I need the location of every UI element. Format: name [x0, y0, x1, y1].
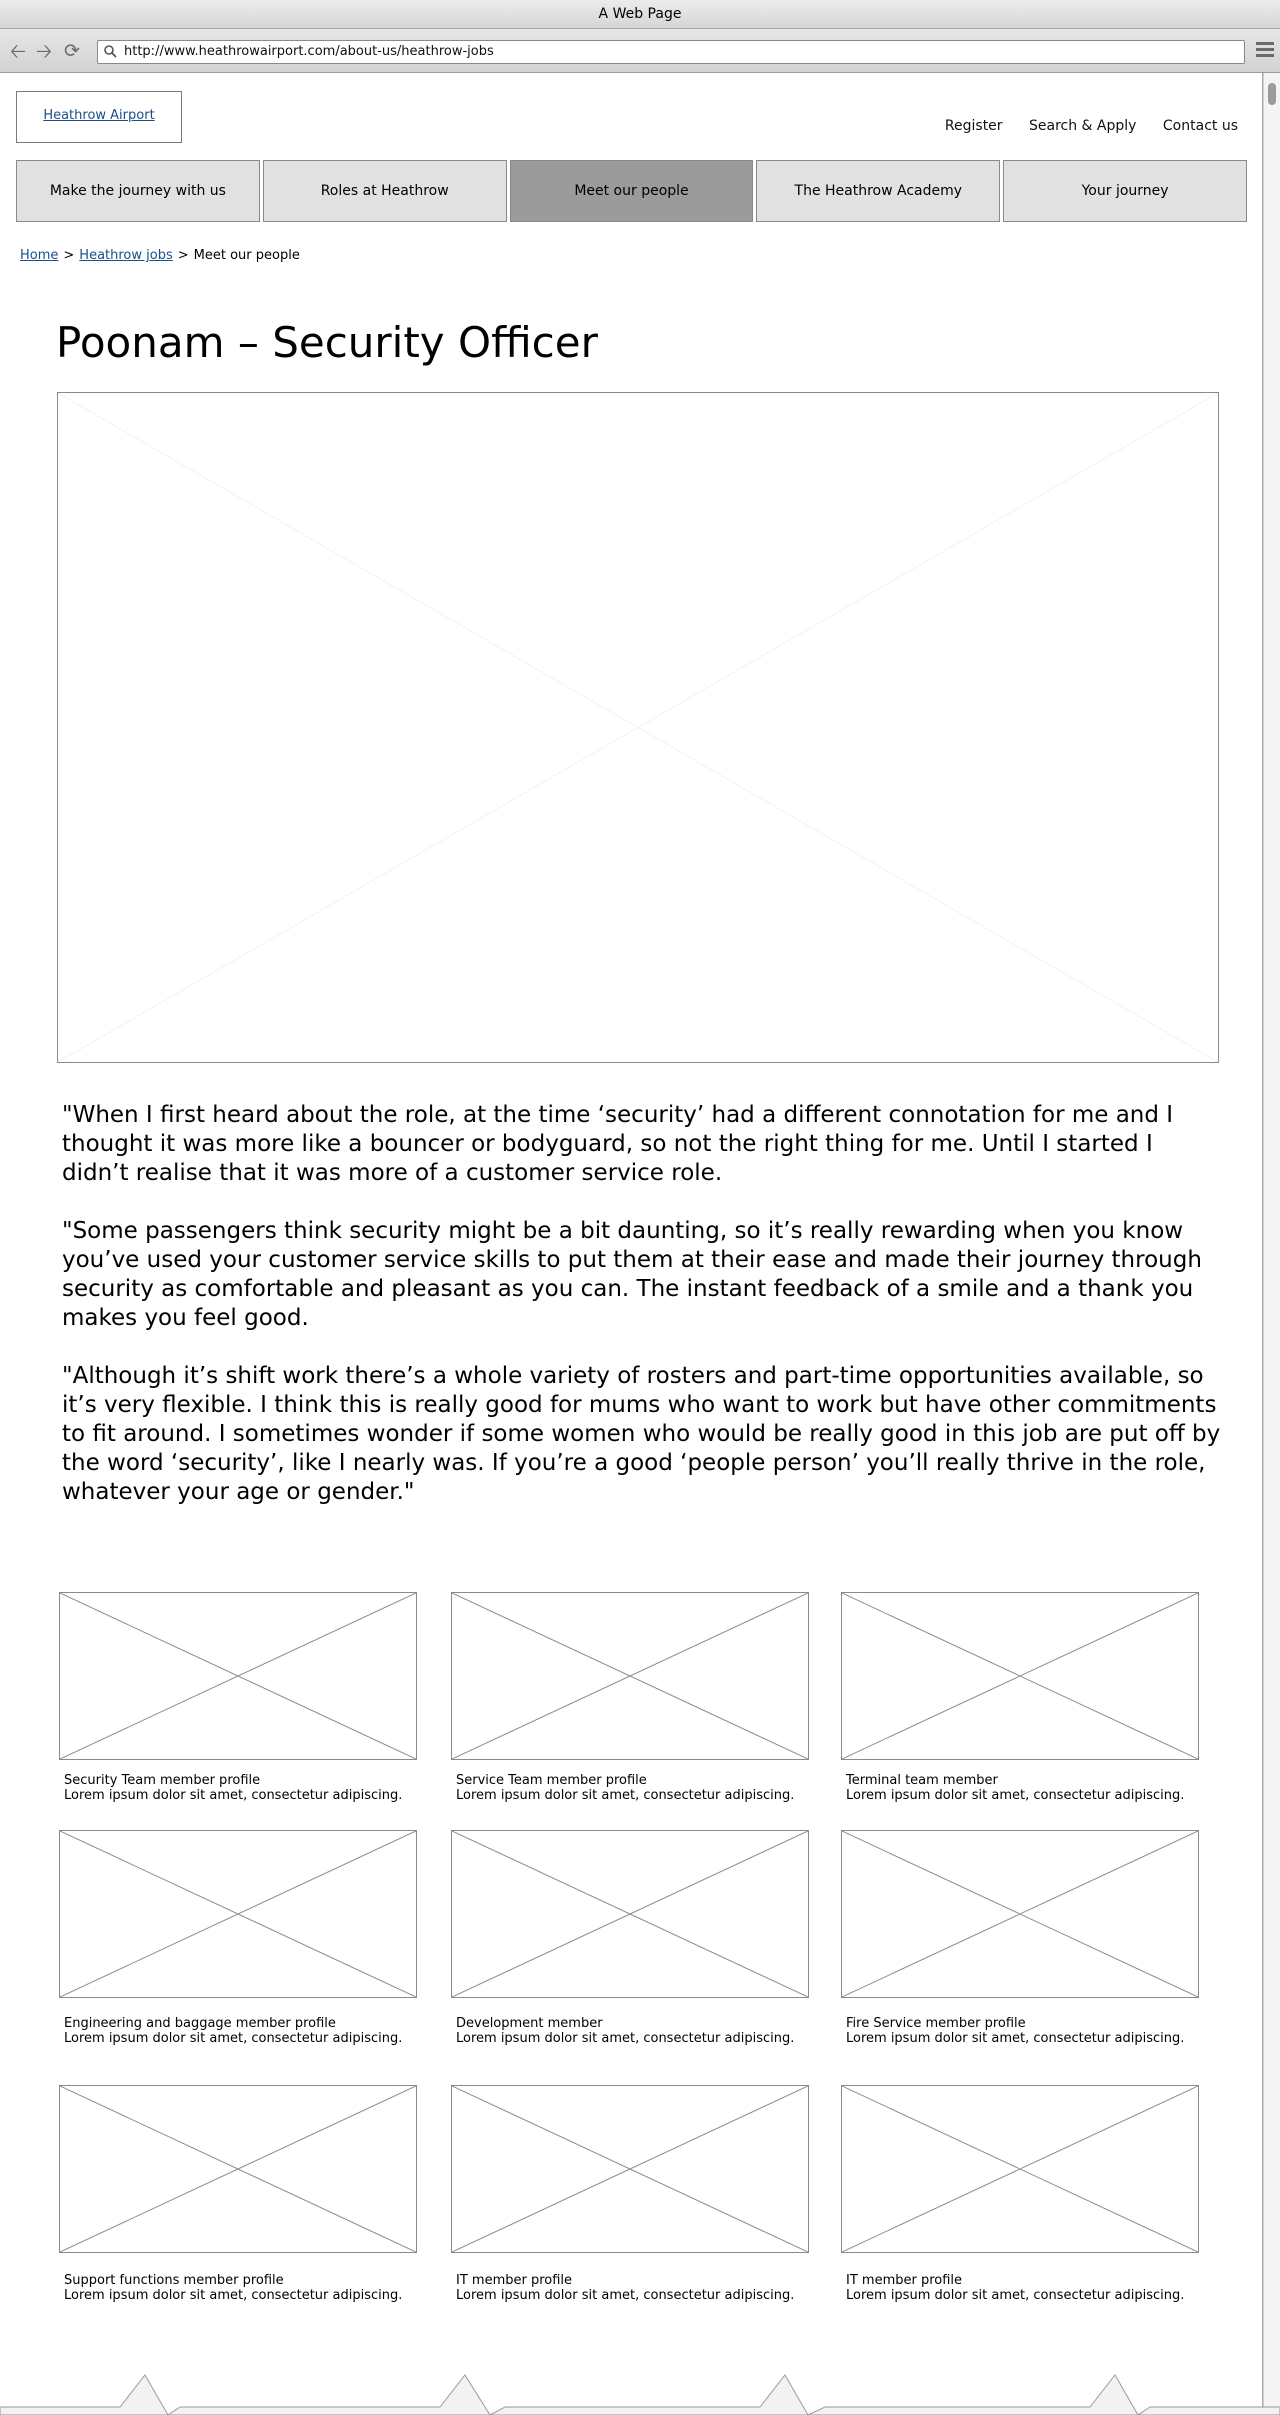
profile-image-placeholder[interactable]: [59, 1830, 417, 1998]
search-icon: [104, 45, 117, 58]
forward-arrow-icon[interactable]: 🡢: [35, 39, 53, 63]
profile-card[interactable]: [456, 2273, 836, 2303]
profile-image-placeholder[interactable]: [451, 1830, 809, 1998]
reload-icon[interactable]: ⟳: [64, 40, 80, 62]
profile-desc: Lorem ipsum dolor sit amet, consectetur adipiscing.: [456, 2288, 795, 2303]
tab-your-journey[interactable]: Your journey: [1003, 160, 1247, 222]
utility-nav: [923, 118, 1238, 134]
profile-title[interactable]: Development member: [456, 2016, 603, 2031]
profile-card[interactable]: [64, 2273, 444, 2303]
profile-image-placeholder[interactable]: [841, 1592, 1199, 1760]
profile-title[interactable]: Service Team member profile: [456, 1773, 647, 1788]
profile-title[interactable]: Terminal team member: [846, 1773, 998, 1788]
profile-image-placeholder[interactable]: [451, 1592, 809, 1760]
profile-desc: Lorem ipsum dolor sit amet, consectetur adipiscing.: [846, 1788, 1185, 1803]
search-apply-link[interactable]: Search & Apply: [1029, 118, 1137, 134]
profile-image-placeholder[interactable]: [451, 2085, 809, 2253]
breadcrumb-separator: >: [177, 248, 189, 263]
vertical-scrollbar[interactable]: [1263, 73, 1280, 2415]
profile-card[interactable]: [846, 2273, 1226, 2303]
quote-paragraph: "Although it’s shift work there’s a whole variety of rosters and part-time opportunities available, so it’s very flexible. I think this is really good for mums who want to work but have other commitments to fit around. I sometimes wonder if some women who would be really good in this job are put off by the word ‘security’, like I nearly was. If you’re a good ‘people person’ you’ll really thrive in the role, whatever your age or gender.": [62, 1363, 1221, 1505]
profile-desc: Lorem ipsum dolor sit amet, consectetur adipiscing.: [456, 1788, 795, 1803]
profile-title[interactable]: Support functions member profile: [64, 2273, 284, 2288]
profile-desc: Lorem ipsum dolor sit amet, consectetur adipiscing.: [846, 2031, 1185, 2046]
tab-make-the-journey[interactable]: Make the journey with us: [16, 160, 260, 222]
tab-meet-our-people[interactable]: Meet our people: [510, 160, 754, 222]
profile-title[interactable]: Fire Service member profile: [846, 2016, 1026, 2031]
quote-paragraph: "Some passengers think security might be a bit daunting, so it’s really rewarding when you know you’ve used your customer service skills to put them at their ease and made their journey through security as comfortable and pleasant as you can. The instant feedback of a smile and a thank you makes you feel good.: [62, 1218, 1202, 1331]
profile-image-placeholder[interactable]: [841, 2085, 1199, 2253]
window-title: A Web Page: [0, 0, 1280, 29]
page-edge-divider: [1262, 73, 1263, 2415]
profile-title[interactable]: Security Team member profile: [64, 1773, 261, 1788]
quote-body: [62, 1101, 1222, 1536]
tab-heathrow-academy[interactable]: The Heathrow Academy: [756, 160, 1000, 222]
contact-us-link[interactable]: Contact us: [1162, 118, 1238, 134]
profile-desc: Lorem ipsum dolor sit amet, consectetur adipiscing.: [64, 1788, 403, 1803]
url-text[interactable]: http://www.heathrowairport.com/about-us/heathrow-jobs: [124, 44, 494, 59]
profile-image-placeholder[interactable]: [841, 1830, 1199, 1998]
breadcrumb-home[interactable]: Home: [20, 248, 59, 263]
logo-link[interactable]: Heathrow Airport: [43, 108, 155, 123]
profile-card[interactable]: [846, 1773, 1226, 1803]
profile-card[interactable]: [64, 1773, 444, 1803]
profile-title[interactable]: IT member profile: [846, 2273, 963, 2288]
profile-card[interactable]: [456, 1773, 836, 1803]
browser-toolbar: [0, 29, 1280, 73]
address-bar[interactable]: [97, 40, 1245, 64]
profile-title[interactable]: IT member profile: [456, 2273, 573, 2288]
profile-desc: Lorem ipsum dolor sit amet, consectetur adipiscing.: [456, 2031, 795, 2046]
scrollbar-thumb[interactable]: [1268, 83, 1276, 105]
breadcrumb-current: Meet our people: [193, 248, 300, 263]
page-title: Poonam – Security Officer: [56, 318, 598, 367]
profile-desc: Lorem ipsum dolor sit amet, consectetur adipiscing.: [64, 2031, 403, 2046]
breadcrumb-heathrow-jobs[interactable]: Heathrow jobs: [79, 248, 173, 263]
main-nav: [16, 160, 1247, 222]
profile-desc: Lorem ipsum dolor sit amet, consectetur adipiscing.: [846, 2288, 1185, 2303]
tab-roles-at-heathrow[interactable]: Roles at Heathrow: [263, 160, 507, 222]
breadcrumb-separator: >: [63, 248, 75, 263]
torn-page-edge: [0, 2370, 1280, 2415]
hamburger-menu-icon[interactable]: [1256, 42, 1274, 60]
profile-image-placeholder[interactable]: [59, 1592, 417, 1760]
profile-title[interactable]: Engineering and baggage member profile: [64, 2016, 336, 2031]
breadcrumb: [20, 248, 300, 263]
back-arrow-icon[interactable]: 🡠: [9, 39, 27, 63]
profile-desc: Lorem ipsum dolor sit amet, consectetur adipiscing.: [64, 2288, 403, 2303]
profile-image-placeholder[interactable]: [59, 2085, 417, 2253]
hero-image-placeholder: [57, 392, 1219, 1063]
profile-card[interactable]: [64, 2016, 444, 2046]
quote-paragraph: "When I first heard about the role, at the time ‘security’ had a different connotation for me and I thought it was more like a bouncer or bodyguard, so not the right thing for me. Until I started I didn’t realise that it was more of a customer service role.: [62, 1102, 1174, 1186]
profile-card[interactable]: [456, 2016, 836, 2046]
logo[interactable]: [16, 91, 182, 143]
register-link[interactable]: Register: [944, 118, 1003, 134]
profile-card[interactable]: [846, 2016, 1226, 2046]
